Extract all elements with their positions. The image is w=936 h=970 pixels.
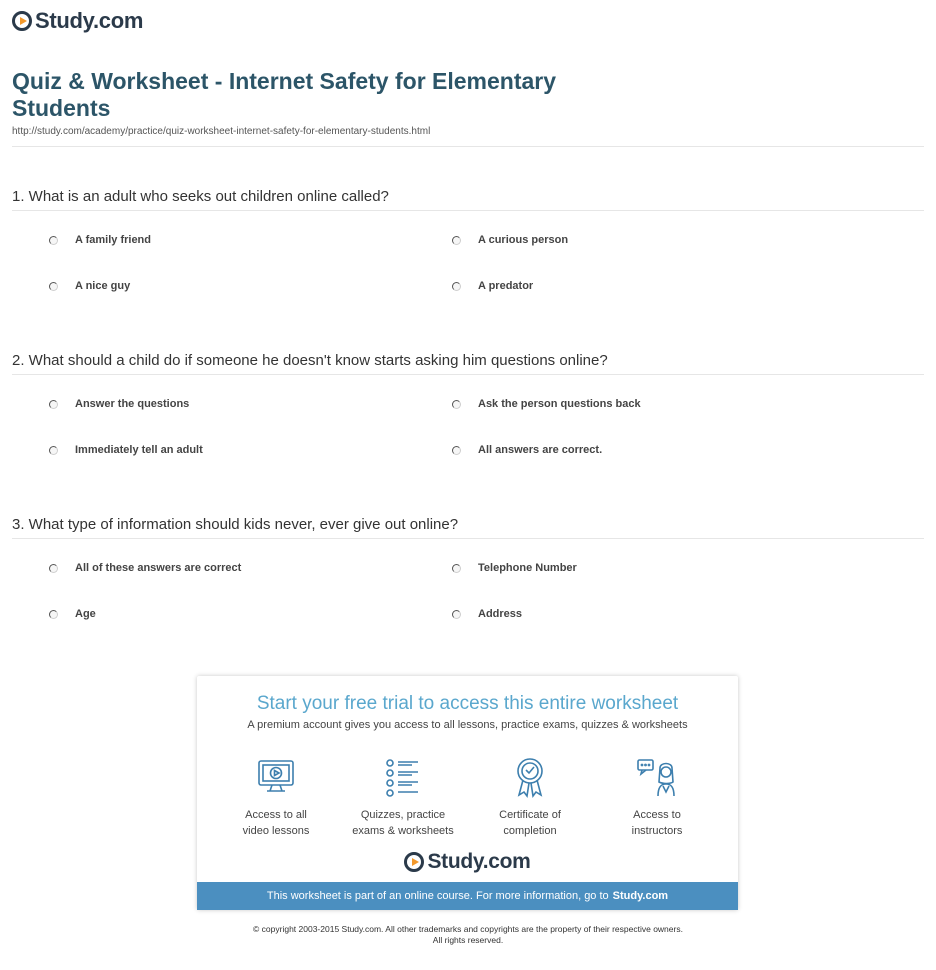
- option-label: All answers are correct.: [478, 444, 603, 456]
- feature-quizzes: [338, 756, 468, 839]
- option-label: Telephone Number: [478, 562, 577, 574]
- divider: [12, 146, 924, 147]
- feature-video-lessons: [211, 756, 341, 839]
- question-1-option-3[interactable]: [49, 280, 130, 292]
- promo-heading[interactable]: Start your free trial to access this entire worksheet: [256, 693, 679, 714]
- option-label: A family friend: [75, 234, 151, 246]
- feature-label: Access to instructors: [631, 809, 683, 837]
- divider: [12, 210, 924, 211]
- radio-button[interactable]: [49, 400, 58, 409]
- rights-line: All rights reserved.: [432, 935, 504, 945]
- option-label: Answer the questions: [75, 398, 190, 410]
- free-trial-promo: [197, 676, 738, 910]
- option-label: Age: [75, 608, 96, 620]
- certificate-icon: [509, 756, 551, 798]
- question-2-text: 2. What should a child do if someone he doesn't know starts asking him questions online?: [12, 352, 608, 369]
- radio-button[interactable]: [49, 610, 58, 619]
- logo-text: Study.com: [35, 8, 144, 33]
- question-2-option-4[interactable]: [452, 444, 602, 456]
- radio-button[interactable]: [452, 236, 461, 245]
- option-label: Immediately tell an adult: [75, 444, 203, 456]
- feature-label: Access to all video lessons: [242, 809, 310, 837]
- option-label: Address: [478, 608, 523, 620]
- question-3-option-2[interactable]: [452, 562, 577, 574]
- radio-button[interactable]: [452, 446, 461, 455]
- study-logo[interactable]: [12, 8, 143, 34]
- question-3-option-1[interactable]: [49, 562, 241, 574]
- promo-subheading: A premium account gives you access to all lessons, practice exams, quizzes & worksheets: [247, 719, 688, 731]
- option-label: A predator: [478, 280, 534, 292]
- option-label: A nice guy: [75, 280, 131, 292]
- question-3-option-4[interactable]: [452, 608, 522, 620]
- question-2-option-3[interactable]: [49, 444, 203, 456]
- feature-certificate: [465, 756, 595, 839]
- video-lesson-icon: [255, 756, 297, 798]
- radio-button[interactable]: [452, 610, 461, 619]
- question-1-option-4[interactable]: [452, 280, 533, 292]
- radio-button[interactable]: [49, 236, 58, 245]
- banner-text: This worksheet is part of an online course. For more information, go to: [266, 890, 609, 902]
- radio-button[interactable]: [452, 400, 461, 409]
- copyright-line: © copyright 2003-2015 Study.com. All other trademarks and copyrights are the property of their respective owners.: [253, 924, 683, 934]
- radio-button[interactable]: [49, 564, 58, 573]
- option-label: A curious person: [478, 234, 569, 246]
- instructor-icon: [636, 756, 678, 798]
- banner-link[interactable]: Study.com: [612, 890, 669, 902]
- radio-button[interactable]: [452, 282, 461, 291]
- divider: [12, 374, 924, 375]
- question-1-option-2[interactable]: [452, 234, 568, 246]
- question-3-text: 3. What type of information should kids never, ever give out online?: [12, 516, 459, 533]
- question-1-text: 1. What is an adult who seeks out children online called?: [12, 188, 389, 205]
- question-3-option-3[interactable]: [49, 608, 96, 620]
- promo-study-logo[interactable]: [197, 850, 738, 874]
- checklist-icon: [382, 756, 424, 798]
- page-url: http://study.com/academy/practice/quiz-worksheet-internet-safety-for-elementary-students.html: [12, 126, 431, 137]
- course-info-banner: [197, 882, 738, 910]
- question-1-option-1[interactable]: [49, 234, 151, 246]
- feature-label: Certificate of completion: [499, 809, 561, 837]
- page-title: Quiz & Worksheet - Internet Safety for Elementary Students: [12, 68, 557, 121]
- play-circle-icon: [12, 11, 32, 31]
- question-2-option-1[interactable]: [49, 398, 189, 410]
- option-label: All of these answers are correct: [75, 562, 242, 574]
- option-label: Ask the person questions back: [478, 398, 641, 410]
- radio-button[interactable]: [49, 446, 58, 455]
- divider: [12, 538, 924, 539]
- play-circle-icon: [404, 852, 424, 872]
- feature-label: Quizzes, practice exams & worksheets: [352, 809, 454, 837]
- copyright-footer: [0, 924, 936, 946]
- feature-instructors: [592, 756, 722, 839]
- logo-text: Study.com: [427, 850, 531, 873]
- question-2-option-2[interactable]: [452, 398, 641, 410]
- radio-button[interactable]: [49, 282, 58, 291]
- radio-button[interactable]: [452, 564, 461, 573]
